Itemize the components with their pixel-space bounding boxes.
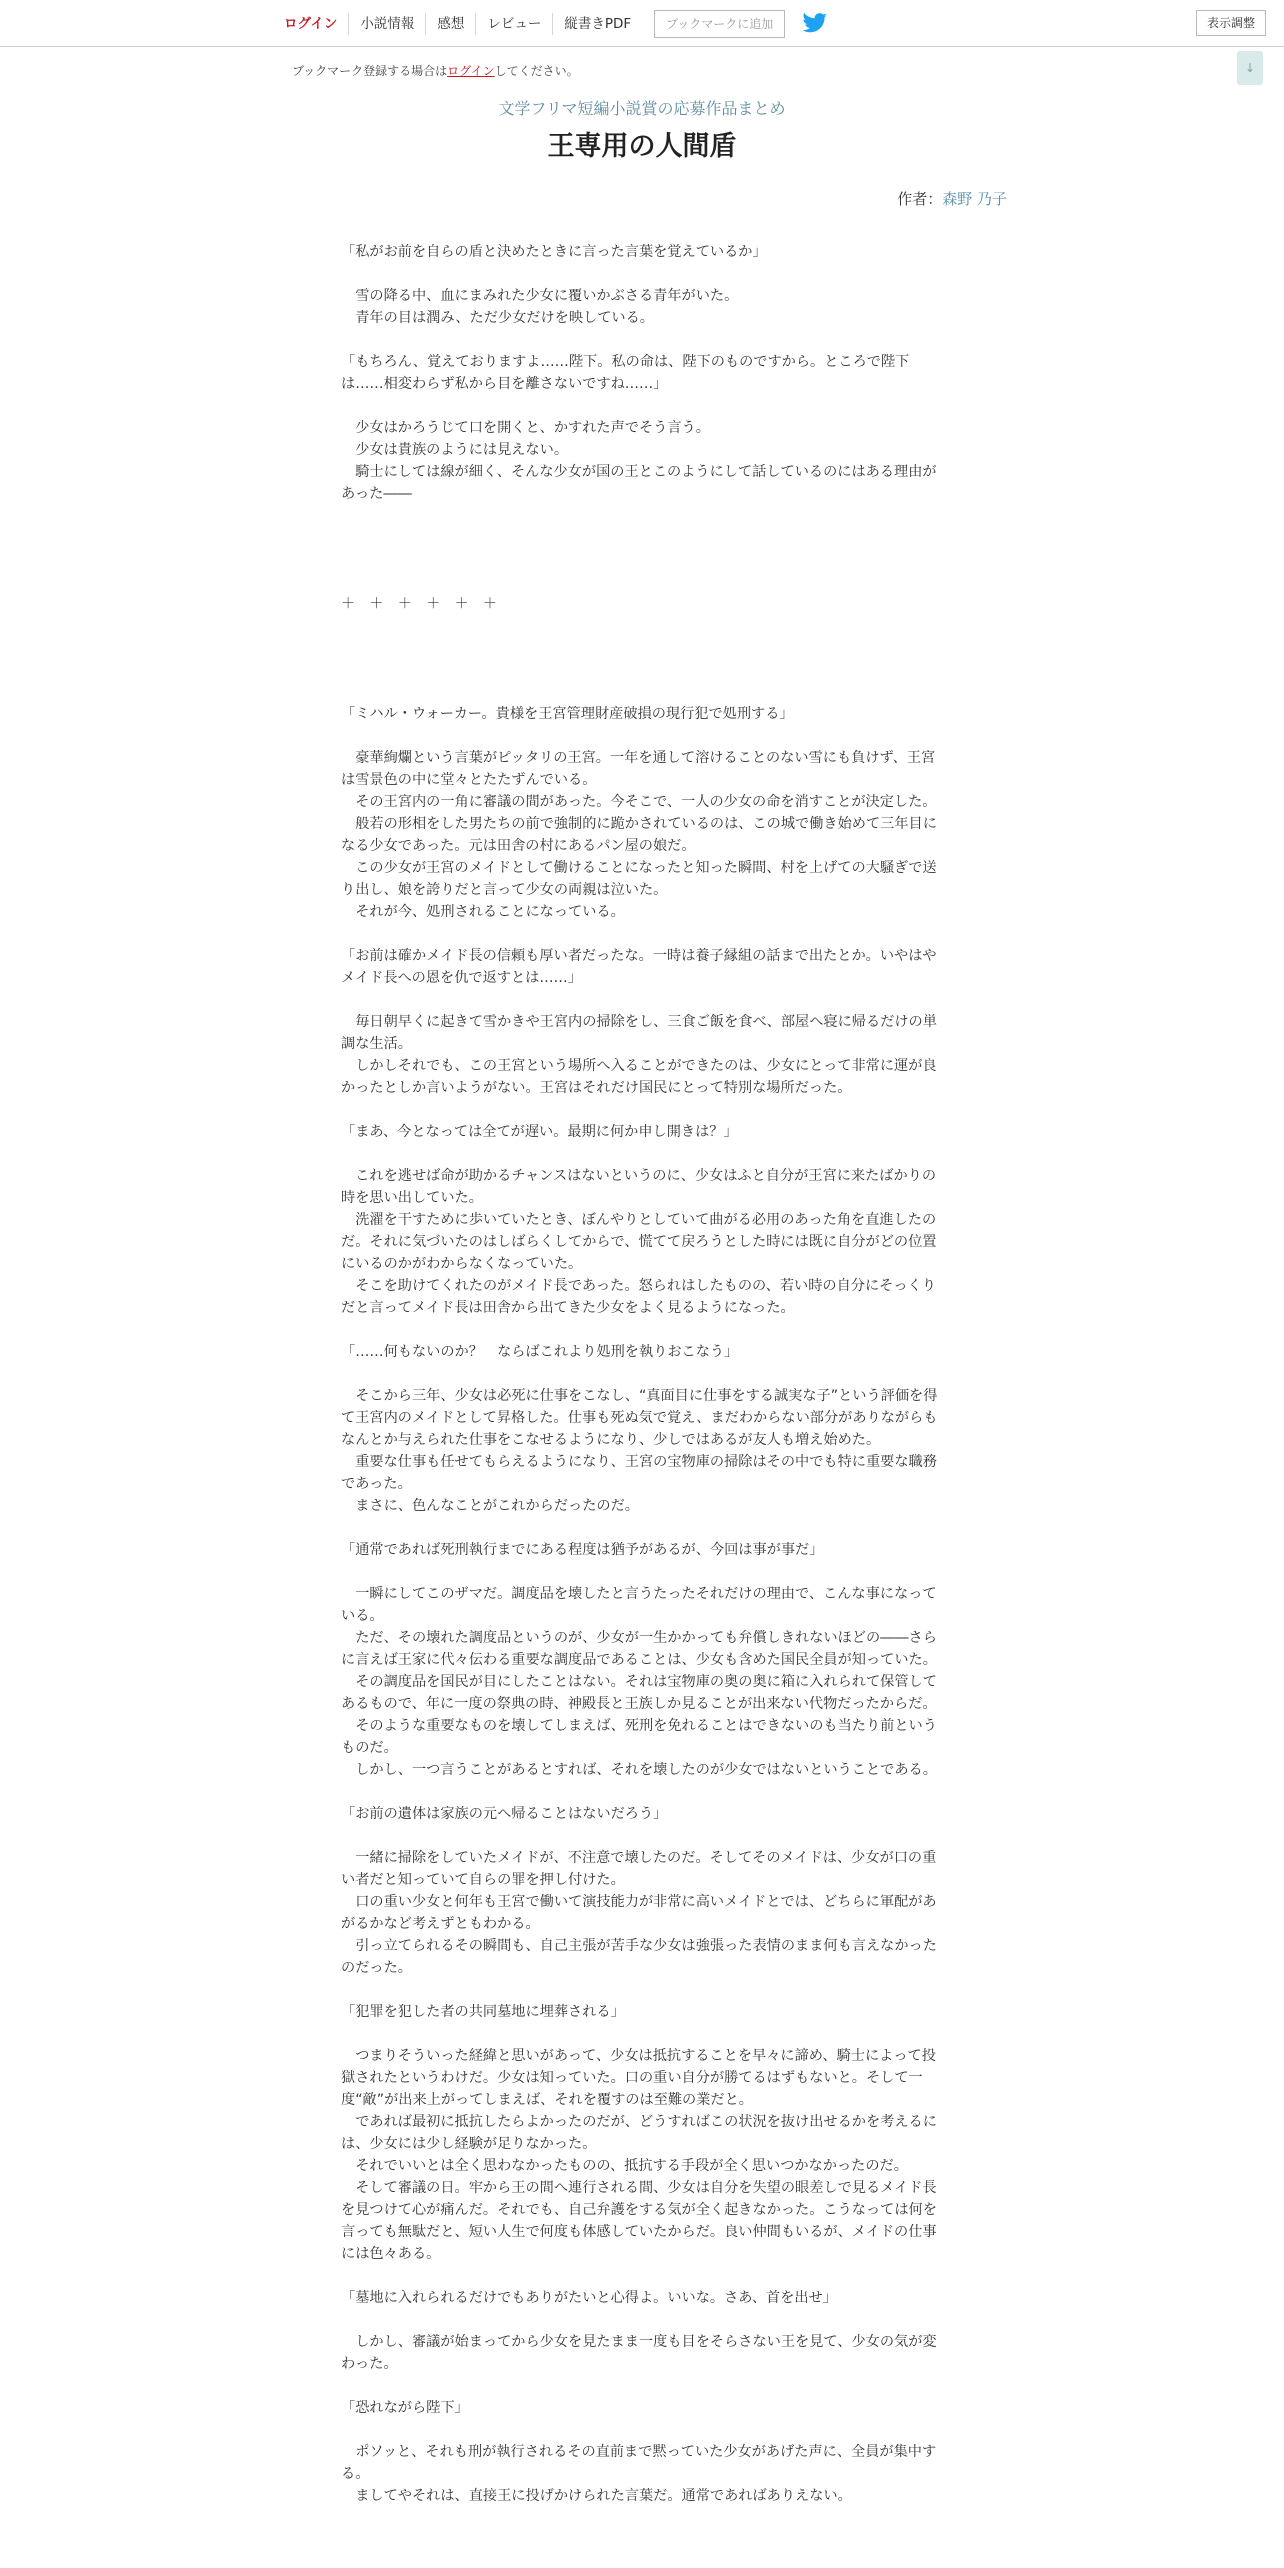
nav-review[interactable]: レビュー [475,13,552,35]
nav-impressions[interactable]: 感想 [425,13,475,35]
blank-line [341,527,943,549]
blank-line [341,681,943,703]
body-paragraph: 「墓地に入れられるだけでもありがたいと心得よ。いいな。さあ、首を出せ」 [341,2290,837,2306]
blank-line [341,989,943,1011]
blank-line [341,2375,943,2397]
nav-novel-info[interactable]: 小説情報 [348,13,425,35]
blank-line [341,1143,943,1165]
blank-line [341,615,943,637]
nav-login[interactable]: ログイン [284,15,338,32]
body-paragraph: ましてやそれは、直接王に投げかけられた言葉だ。通常であればありえない。 [341,2488,852,2504]
series-title-link[interactable]: 文学フリマ短編小説賞の応募作品まとめ [498,99,786,118]
body-paragraph: しかし、一つ言うことがあるとすれば、それを壊したのが少女ではないということである。 [341,1762,937,1778]
body-paragraph: 「恐れながら陛下」 [341,2400,469,2416]
main-nav [273,0,828,47]
blank-line [341,659,943,681]
blank-line [341,2419,943,2441]
body-paragraph: そこを助けてくれたのがメイド長であった。怒られはしたものの、若い時の自分にそっくりだと言ってメイド長は田舎から出てきた少女をよく見るようになった。 [341,1278,936,1316]
body-paragraph: 「お前は確かメイド長の信頼も厚い者だったな。一時は養子縁組の話まで出たとか。いやはやメイド長への恩を仇で返すとは……」 [341,948,937,986]
body-paragraph: 「もちろん、覚えておりますよ……陛下。私の命は、陛下のものですから。ところで陛下は……相変わらず私から目を離さないですね……」 [341,354,910,392]
body-paragraph: その王宮内の一角に審議の間があった。今そこで、一人の少女の命を消すことが決定した。 [341,794,937,810]
body-paragraph: 引っ立てられるその瞬間も、自己主張が苦手な少女は強張った表情のまま何も言えなかったのだった。 [341,1938,937,1976]
blank-line [341,923,943,945]
notice-login-link[interactable]: ログイン [447,64,495,78]
body-paragraph: 洗濯を干すために歩いていたとき、ぼんやりとしていて曲がる必用のあった角を直進したのだ。それに気づいたのはしばらくしてからで、慌てて戻ろうとした時には既に自分がどの位置にいるのかがわからなくなっていた。 [341,1212,937,1272]
top-header [0,0,1284,47]
blank-line [341,505,943,527]
body-paragraph: 少女はかろうじて口を開くと、かすれた声でそう言う。 [341,420,710,436]
blank-line [341,263,943,285]
body-paragraph: そのような重要なものを壊してしまえば、死刑を免れることはできないのも当たり前というものだ。 [341,1718,937,1756]
blank-line [341,1517,943,1539]
blank-line [341,1781,943,1803]
blank-line [341,1561,943,1583]
blank-line [341,2265,943,2287]
body-paragraph: つまりそういった経緯と思いがあって、少女は抵抗することを早々に諦め、騎士によって投獄されたというわけだ。少女は知っていた。口の重い自分が勝てるはずもないと。そして一度“敵”が出来上がってしまえば、それを覆すのは至難の業だと。 [341,2048,936,2108]
body-paragraph: そして審議の日。牢から王の間へ連行される間、少女は自分を失望の眼差しで見るメイド長を見つけて心が痛んだ。それでも、自己弁護をする気が全く起きなかった。こうなっては何を言っても無駄だと、短い人生で何度も体感していたからだ。良い仲間もいるが、メイドの仕事には色々ある。 [341,2180,937,2262]
body-paragraph: 「犯罪を犯した者の共同墓地に埋葬される」 [341,2004,625,2020]
body-paragraph: 般若の形相をした男たちの前で強制的に跪かされているのは、この城で働き始めて三年目になる少女であった。元は田舎の村にあるパン屋の娘だ。 [341,816,937,854]
body-paragraph: ＋ ＋ ＋ ＋ ＋ ＋ [341,596,498,612]
blank-line [341,549,943,571]
body-paragraph: 騎士にしては線が細く、そんな少女が国の王とこのようにして話しているのにはある理由があった―― [341,464,937,502]
body-paragraph: 重要な仕事も任せてもらえるようになり、王宮の宝物庫の掃除はその中でも特に重要な職務であった。 [341,1454,937,1492]
body-paragraph: そこから三年、少女は必死に仕事をこなし、“真面目に仕事をする誠実な子”という評価を得て王宮内のメイドとして昇格した。仕事も死ぬ気で覚え、まだわからない部分がありながらもなんとか与えられた仕事をこなせるようになり、少しではあるが友人も増え始めた。 [341,1388,938,1448]
bookmark-login-notice [292,62,579,79]
body-paragraph: しかしそれでも、この王宮という場所へ入ることができたのは、少女にとって非常に運が良かったとしか言いようがない。王宮はそれだけ国民にとって特別な場所だった。 [341,1058,937,1096]
blank-line [341,1363,943,1385]
blank-line [341,571,943,593]
body-paragraph: それが今、処刑されることになっている。 [341,904,625,920]
body-paragraph: その調度品を国民が目にしたことはない。それは宝物庫の奥の奥に箱に入れられて保管してあるもので、年に一度の祭典の時、神殿長と王族しか見ることが出来ない代物だったからだ。 [341,1674,937,1712]
blank-line [341,725,943,747]
body-paragraph: 一瞬にしてこのザマだ。調度品を壊したと言うたったそれだけの理由で、こんな事になっている。 [341,1586,937,1624]
body-paragraph: 豪華絢爛という言葉がピッタリの王宮。一年を通して溶けることのない雪にも負けず、王宮は雪景色の中に堂々とたたずんでいる。 [341,750,936,788]
notice-prefix: ブックマーク登録する場合は [292,64,448,78]
body-paragraph: まさに、色んなことがこれからだったのだ。 [341,1498,639,1514]
body-paragraph: この少女が王宮のメイドとして働けることになったと知った瞬間、村を上げての大騒ぎで送り出し、娘を誇りだと言って少女の両親は泣いた。 [341,860,937,898]
blank-line [341,1319,943,1341]
body-paragraph: 少女は貴族のようには見えない。 [341,442,569,458]
nav-vertical-pdf[interactable]: 縦書きPDF [552,13,642,35]
notice-suffix: してください。 [494,64,579,78]
author-line [897,188,1007,209]
body-paragraph: 「まあ、今となっては全てが遅い。最期に何か申し開きは？」 [341,1124,738,1140]
blank-line [341,1979,943,2001]
body-paragraph: 一緒に掃除をしていたメイドが、不注意で壊したのだ。そしてそのメイドは、少女が口の重い者だと知っていて自らの罪を押し付けた。 [341,1850,937,1888]
body-paragraph: それでいいとは全く思わなかったものの、抵抗する手段が全く思いつかなかったのだ。 [341,2158,908,2174]
blank-line [341,1099,943,1121]
blank-line [341,2309,943,2331]
novel-title: 王専用の人間盾 [547,131,737,162]
blank-line [341,2023,943,2045]
body-paragraph: 「ミハル・ウォーカー。貴様を王宮管理財産破損の現行犯で処刑する」 [341,706,794,722]
body-paragraph: 「……何もないのか？ ならばこれより処刑を執りおこなう」 [341,1344,739,1360]
twitter-bird-icon[interactable] [802,13,828,35]
body-paragraph: であれば最初に抵抗したらよかったのだが、どうすればこの状況を抜け出せるかを考えるには、少女には少し経験が足りなかった。 [341,2114,937,2152]
add-bookmark-button[interactable]: ブックマークに追加 [654,10,785,38]
blank-line [341,329,943,351]
body-paragraph: 「お前の遺体は家族の元へ帰ることはないだろう」 [341,1806,668,1822]
blank-line [341,637,943,659]
body-paragraph: 「私がお前を自らの盾と決めたときに言った言葉を覚えているか」 [341,244,767,260]
author-label: 作者： [897,190,943,208]
blank-line [341,395,943,417]
body-paragraph: 口の重い少女と何年も王宮で働いて演技能力が非常に高いメイドとでは、どちらに軍配があがるかなど考えずともわかる。 [341,1894,937,1932]
body-paragraph: 毎日朝早くに起きて雪かきや王宮内の掃除をし、三食ご飯を食べ、部屋へ寝に帰るだけの単調な生活。 [341,1014,937,1052]
display-settings-button[interactable]: 表示調整 [1196,10,1266,36]
body-paragraph: 雪の降る中、血にまみれた少女に覆いかぶさる青年がいた。 [341,288,739,304]
scroll-down-tab[interactable]: ↓ [1237,51,1263,85]
body-paragraph: 「通常であれば死刑執行までにある程度は猶予があるが、今回は事が事だ」 [341,1542,824,1558]
body-paragraph: ポソッと、それも刑が執行されるその直前まで黙っていた少女があげた声に、全員が集中する。 [341,2444,937,2482]
blank-line [341,1825,943,1847]
author-name-link[interactable]: 森野 乃子 [942,190,1007,208]
body-paragraph: 青年の目は潤み、ただ少女だけを映している。 [341,310,654,326]
novel-body [341,241,943,2507]
body-paragraph: ただ、その壊れた調度品というのが、少女が一生かかっても弁償しきれないほどの――さらに言えば王家に代々伝わる重要な調度品であることは、少女も含めた国民全員が知っていた。 [341,1630,937,1668]
body-paragraph: しかし、審議が始まってから少女を見たまま一度も目をそらさない王を見て、少女の気が変わった。 [341,2334,937,2372]
body-paragraph: これを逃せば命が助かるチャンスはないというのに、少女はふと自分が王宮に来たばかりの時を思い出していた。 [341,1168,937,1206]
